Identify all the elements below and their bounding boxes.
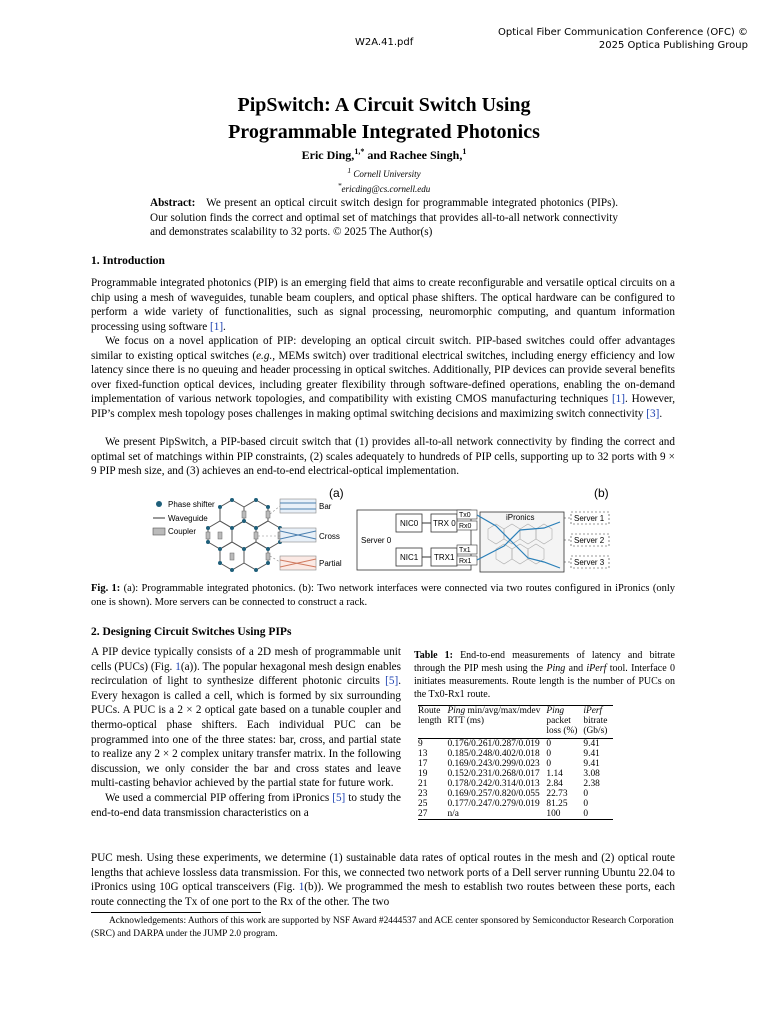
intro-paragraph-2 <box>91 334 675 422</box>
tx1-label: Tx1 <box>459 547 471 554</box>
s2-p1-text-b: (a)). The popular hexagonal mesh design enables recirculation of light to synthesize different photonic circuits <box>91 660 401 688</box>
section-2-paragraph-2 <box>91 791 401 820</box>
section-1-heading: 1. Introduction <box>91 255 165 267</box>
server-3-label: Server 3 <box>574 558 605 567</box>
figure-1 <box>150 484 620 578</box>
venue-line-2: 2025 Optica Publishing Group <box>598 40 748 51</box>
coupler-icon <box>153 528 165 535</box>
table-row: 25 0.177/0.247/0.279/0.019 81.25 0 <box>418 799 589 809</box>
nic0-label: NIC0 <box>400 519 419 528</box>
tx0-label: Tx0 <box>459 512 471 519</box>
author-list <box>0 147 768 163</box>
affiliation <box>0 166 768 179</box>
intro-paragraph-1 <box>91 276 675 334</box>
s2-p3-text-a: PUC mesh. Using these experiments, we determine (1) sustainable data rates of optical routes in the mesh and (2) optical route lengths that achieve lossless data transmission. For this, we connected two network ports of a Dell server running Ubuntu 22.04 to iPronics using 10G optical transceivers (Fig. <box>91 852 675 894</box>
author-1-sup: 1,* <box>354 147 365 156</box>
email-text: ericding@cs.cornell.edu <box>341 184 431 194</box>
intro-p2-text-c: . However, PIP’s complex mesh topology poses challenges in making optimal switching decisions and maximizing switch connectivity <box>91 393 676 420</box>
table-caption-iperf: iPerf <box>586 663 607 674</box>
server-links <box>564 518 571 562</box>
footnote-divider <box>91 912 261 913</box>
rx1-label: Rx1 <box>459 558 472 565</box>
s2-p1-text-c: . Every hexagon is called a cell, which is formed by six surrounding PUCs. A PUC is a 2 × 2 optical gate based on a tunable coupler and thermo-optical phase shifters. Each individual PUC can be programmed into one of the three states: bar, cross, and partial state to realize any 2 × 2 complex unitary transfer matrix. In the following discussion, we only consider the bar and cross states and leave multi-casting behavior achieved by the partial state for future work. <box>91 675 401 790</box>
abstract-label: Abstract: <box>150 197 196 209</box>
author-2: and Rachee Singh, <box>364 148 463 162</box>
s2-p3-text-b: (b)). We programmed the mesh to establish two routes between these ports, each route connecting the Tx of one port to the Rx of the other. The two <box>91 881 675 908</box>
paper-title <box>0 92 768 146</box>
intro-p2-text-b: MEMs switch) over traditional electrical switches, including energy efficiency and low latency since there is no queuing and header processing in optical switches. Additionally, PIP devices can provide several benefits over fixed-function optical devices, including greater flexibility through software-defined operations, enabling the on-demand implementation of various network topologies, and compatibility with existing CMOS manufacturing techniques <box>91 349 675 406</box>
table-caption-text-2: tool. Interface 0 initiates measurements. Route length is the number of PUCs on the Tx0-Rx1 route. <box>414 663 675 700</box>
nic1-label: NIC1 <box>400 553 419 562</box>
table-row: 13 0.185/0.248/0.402/0.018 0 9.41 <box>418 749 600 759</box>
bar-state-box <box>280 499 316 513</box>
figure-caption-text: (a): Programmable integrated photonics. (b): Two network interfaces were connected via two routes configured in iPronics (only one is shown). More servers can be connected to construct a rack. <box>91 583 675 608</box>
server-2-label: Server 2 <box>574 536 605 545</box>
table-row: 21 0.178/0.242/0.314/0.013 2.84 2.38 <box>418 779 600 789</box>
col-ping-rtt: Ping min/avg/max/mdev RTT (ms) <box>447 706 541 726</box>
s2-p1-text-a: A PIP device typically consists of a 2D mesh of programmable unit cells (PUCs) (Fig. <box>91 646 401 673</box>
table-row: 27 n/a 100 0 <box>418 809 613 820</box>
server-1-label: Server 1 <box>574 514 605 523</box>
author-2-sup: 1 <box>462 147 467 156</box>
affiliation-sup: 1 <box>347 166 352 175</box>
intro-p2-eg: e.g., <box>256 349 276 362</box>
citation-link[interactable]: [5] <box>332 791 346 804</box>
figure-1-caption <box>91 582 675 609</box>
table-caption-and: and <box>565 663 587 674</box>
state-cross: Cross <box>319 532 340 541</box>
intro-p1-text: Programmable integrated photonics (PIP) is an emerging field that aims to create reconfigurable and versatile optical circuits on a chip using a mesh of waveguides, tunable beam couplers, and optical phase shifters. The optical hardware can be configured to perform a wide variety of functionalities, such as signal processing, neuromorphic computing, and quantum information processing using software <box>91 277 675 333</box>
email <box>0 181 768 194</box>
trx1-label: TRX1 <box>434 553 455 562</box>
intro-paragraph-3: We present PipSwitch, a PIP-based circuit switch that (1) provides all-to-all network connectivity by finding the correct and optimal set of matchings within PIP constraints, (2) scales adequately to hundreds of PIP cells, supporting up to 32 ports with 9 × 9 PIP mesh size, and (3) achieves an end-to-end electrical-optical implementation. <box>91 436 675 478</box>
rx0-label: Rx0 <box>459 523 472 530</box>
table-row: 23 0.169/0.257/0.820/0.055 22.73 0 <box>418 789 589 799</box>
legend-coupler: Coupler <box>168 527 197 536</box>
ipronics-label: iPronics <box>506 513 535 522</box>
section-2-paragraph-3 <box>91 851 675 909</box>
author-1: Eric Ding, <box>301 148 355 162</box>
legend-waveguide: Waveguide <box>168 514 208 523</box>
venue-line-1: Optical Fiber Communication Conference (OFC) © <box>498 27 748 38</box>
section-2-paragraph-1 <box>91 645 401 791</box>
citation-link[interactable]: [5] <box>385 675 399 688</box>
figure-caption-label: Fig. 1: <box>91 583 121 594</box>
col-bitrate: iPerf bitrate (Gb/s) <box>583 706 608 736</box>
title-line-2: Programmable Integrated Photonics <box>228 121 540 143</box>
table-row: 19 0.152/0.231/0.268/0.017 1.14 3.08 <box>418 769 600 779</box>
abstract <box>150 196 618 240</box>
results-table <box>418 705 613 820</box>
phase-shifter-icon <box>156 501 162 507</box>
trx0-label: TRX 0 <box>433 519 456 528</box>
col-packet-loss: Ping packet loss (%) <box>546 706 578 736</box>
table-row: 9 0.176/0.261/0.287/0.019 0 9.41 <box>418 739 600 749</box>
server-0-label: Server 0 <box>361 536 392 545</box>
legend-phase-shifter: Phase shifter <box>168 500 215 509</box>
section-2-heading: 2. Designing Circuit Switches Using PIPs <box>91 626 292 638</box>
abstract-text: We present an optical circuit switch design for programmable integrated photonics (PIPs). Our solution finds the correct and optimal set of matchings that provides all-to-all network connectivity and demonstrates scalability to 32 ports. © 2025 The Author(s) <box>150 197 619 238</box>
paper-id: W2A.41.pdf <box>355 37 414 48</box>
s2-p2-text-b: to study the end-to-end data transmission characteristics on a <box>91 791 401 819</box>
table-row: 17 0.169/0.243/0.299/0.023 0 9.41 <box>418 759 600 769</box>
table-1-caption <box>414 649 675 701</box>
figure-link[interactable]: 1 <box>175 660 181 673</box>
table-header-row <box>418 706 613 739</box>
state-partial: Partial <box>319 559 342 568</box>
state-bar: Bar <box>319 502 332 511</box>
fig-label-b: (b) <box>594 486 609 500</box>
citation-link[interactable]: [1] <box>611 393 625 406</box>
title-line-1: PipSwitch: A Circuit Switch Using <box>237 94 531 116</box>
s2-p2-text-a: We used a commercial PIP offering from iPronics <box>105 791 333 804</box>
intro-p2-end: . <box>659 407 663 420</box>
table-caption-label: Table 1: <box>414 650 453 661</box>
intro-p1-end: . <box>223 320 226 333</box>
affiliation-text: Cornell University <box>351 169 421 179</box>
table-caption-text-1: End-to-end measurements of latency and bitrate through the PIP mesh using the <box>414 650 675 674</box>
col-route-length: Route length <box>418 706 442 726</box>
citation-link[interactable]: [3] <box>646 407 660 420</box>
fig-label-a: (a) <box>329 486 344 500</box>
section-2-left-column <box>91 645 401 820</box>
email-sup: * <box>337 181 342 190</box>
intro-p2-text-a: We focus on a novel application of PIP: developing an optical circuit switch. PIP-based switches could offer advantages similar to existing optical switches ( <box>91 335 675 362</box>
acknowledgements-footnote: Acknowledgements: Authors of this work are supported by NSF Award #2444537 and ACE center sponsored by Semiconductor Research Corporation (SRC) and DARPA under the JUMP 2.0 program. <box>91 916 674 939</box>
citation-link[interactable]: [1] <box>210 320 224 333</box>
figure-link[interactable]: 1 <box>298 881 305 894</box>
venue-header <box>498 26 748 52</box>
table-caption-ping: Ping <box>546 663 566 674</box>
